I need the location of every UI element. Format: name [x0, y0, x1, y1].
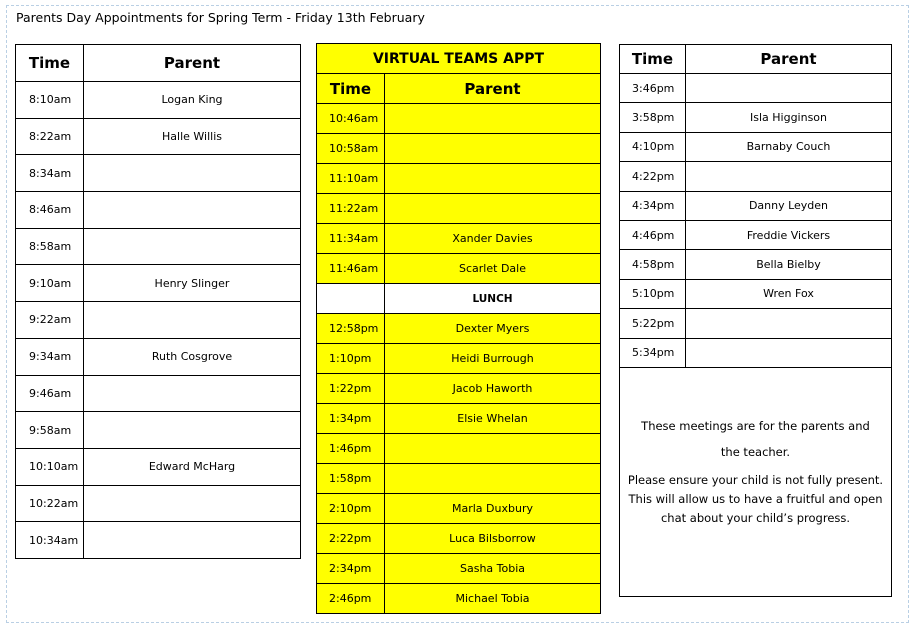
virtual-teams-table: [316, 43, 601, 614]
parent-cell: [84, 155, 301, 192]
table-row: [16, 522, 301, 559]
time-cell: 9:58am: [16, 412, 84, 449]
table-row: [16, 302, 301, 339]
time-cell: 10:22am: [16, 485, 84, 522]
time-cell: 1:22pm: [317, 374, 385, 404]
time-header: Time: [16, 45, 84, 82]
table-row: [16, 412, 301, 449]
time-cell: 8:46am: [16, 192, 84, 229]
time-cell: 2:10pm: [317, 494, 385, 524]
table-row: [317, 194, 601, 224]
time-cell: 10:34am: [16, 522, 84, 559]
table-row: [620, 279, 892, 308]
time-cell: 1:10pm: [317, 344, 385, 374]
table-row: [317, 134, 601, 164]
time-cell: 11:34am: [317, 224, 385, 254]
lunch-label: LUNCH: [385, 284, 601, 314]
table-row: [16, 485, 301, 522]
time-cell: 8:58am: [16, 228, 84, 265]
parent-cell: Ruth Cosgrove: [84, 338, 301, 375]
time-cell: 9:22am: [16, 302, 84, 339]
time-cell: 12:58pm: [317, 314, 385, 344]
parent-cell: Elsie Whelan: [385, 404, 601, 434]
parent-cell: Freddie Vickers: [686, 220, 892, 249]
table-row: [317, 374, 601, 404]
table-row: [317, 494, 601, 524]
table-row: [317, 344, 601, 374]
time-cell: 1:46pm: [317, 434, 385, 464]
table-row: [317, 404, 601, 434]
parent-cell: [385, 194, 601, 224]
parent-cell: [385, 134, 601, 164]
parent-cell: [385, 464, 601, 494]
table-row: [620, 250, 892, 279]
table-row: [620, 220, 892, 249]
time-cell: 1:34pm: [317, 404, 385, 434]
table-row: [16, 265, 301, 302]
time-cell: 5:34pm: [620, 338, 686, 367]
parent-header: Parent: [686, 45, 892, 74]
time-cell: 4:46pm: [620, 220, 686, 249]
time-cell: 8:22am: [16, 118, 84, 155]
table-row: [16, 338, 301, 375]
time-cell: 1:58pm: [317, 464, 385, 494]
parent-cell: Danny Leyden: [686, 191, 892, 220]
parent-cell: [686, 309, 892, 338]
time-cell: 9:46am: [16, 375, 84, 412]
table-row: [620, 74, 892, 103]
parent-cell: [385, 434, 601, 464]
table-row: [620, 132, 892, 161]
parent-cell: [84, 485, 301, 522]
parent-cell: Barnaby Couch: [686, 132, 892, 161]
time-header: Time: [317, 74, 385, 104]
parent-header: Parent: [385, 74, 601, 104]
parent-cell: Halle Willis: [84, 118, 301, 155]
parent-cell: Marla Duxbury: [385, 494, 601, 524]
table-row: [317, 464, 601, 494]
time-cell: 4:58pm: [620, 250, 686, 279]
table-row: [317, 164, 601, 194]
parent-cell: Henry Slinger: [84, 265, 301, 302]
lunch-row: [317, 284, 601, 314]
table-row: [620, 191, 892, 220]
time-cell: 2:34pm: [317, 554, 385, 584]
time-cell: 11:46am: [317, 254, 385, 284]
parent-cell: Heidi Burrough: [385, 344, 601, 374]
note-line-1: These meetings are for the parents and the teacher.: [641, 419, 870, 459]
table-row: [16, 118, 301, 155]
parent-cell: [385, 104, 601, 134]
time-cell: 9:34am: [16, 338, 84, 375]
time-cell: 10:58am: [317, 134, 385, 164]
table-row: [317, 524, 601, 554]
parent-cell: [385, 164, 601, 194]
table-row: [317, 314, 601, 344]
table-row: [317, 254, 601, 284]
time-cell: 10:46am: [317, 104, 385, 134]
time-cell: 8:34am: [16, 155, 84, 192]
parent-cell: Edward McHarg: [84, 448, 301, 485]
table-row: [16, 375, 301, 412]
table-row: [620, 103, 892, 132]
parent-cell: Dexter Myers: [385, 314, 601, 344]
parent-cell: Isla Higginson: [686, 103, 892, 132]
parent-cell: [84, 412, 301, 449]
parent-cell: Scarlet Dale: [385, 254, 601, 284]
virtual-teams-banner: VIRTUAL TEAMS APPT: [317, 44, 601, 74]
time-cell: 8:10am: [16, 82, 84, 119]
table-row: [317, 434, 601, 464]
table-row: [16, 228, 301, 265]
parent-cell: [686, 74, 892, 103]
time-cell: 2:22pm: [317, 524, 385, 554]
parent-cell: [84, 192, 301, 229]
time-cell: 10:10am: [16, 448, 84, 485]
table-row: [317, 584, 601, 614]
table-row: [620, 162, 892, 191]
time-cell: 2:46pm: [317, 584, 385, 614]
time-cell: 4:10pm: [620, 132, 686, 161]
time-cell: 11:22am: [317, 194, 385, 224]
parent-cell: [686, 162, 892, 191]
time-cell: 5:22pm: [620, 309, 686, 338]
time-cell: 5:10pm: [620, 279, 686, 308]
info-note: [619, 362, 892, 597]
table-row: [317, 224, 601, 254]
parent-cell: Michael Tobia: [385, 584, 601, 614]
time-cell: 3:46pm: [620, 74, 686, 103]
parent-cell: [84, 228, 301, 265]
time-cell: 3:58pm: [620, 103, 686, 132]
parent-cell: Bella Bielby: [686, 250, 892, 279]
note-line-2: Please ensure your child is not fully present. This will allow us to have a fruitful and open chat about your child’s progress.: [627, 473, 884, 525]
morning-schedule-table: [15, 44, 301, 559]
parent-cell: Sasha Tobia: [385, 554, 601, 584]
table-row: [16, 82, 301, 119]
table-row: [16, 192, 301, 229]
parent-header: Parent: [84, 45, 301, 82]
table-row: [16, 448, 301, 485]
parent-cell: Jacob Haworth: [385, 374, 601, 404]
page-title: Parents Day Appointments for Spring Term - Friday 13th February: [16, 10, 425, 25]
parent-cell: Logan King: [84, 82, 301, 119]
time-cell: 4:34pm: [620, 191, 686, 220]
time-cell: 4:22pm: [620, 162, 686, 191]
parent-cell: Wren Fox: [686, 279, 892, 308]
parent-cell: [84, 302, 301, 339]
table-row: [317, 554, 601, 584]
parent-cell: [84, 522, 301, 559]
parent-cell: [84, 375, 301, 412]
time-header: Time: [620, 45, 686, 74]
parent-cell: Luca Bilsborrow: [385, 524, 601, 554]
table-row: [16, 155, 301, 192]
parent-cell: Xander Davies: [385, 224, 601, 254]
time-cell: 11:10am: [317, 164, 385, 194]
afternoon-schedule-table: [619, 44, 892, 368]
time-cell: 9:10am: [16, 265, 84, 302]
lunch-time-cell: [317, 284, 385, 314]
table-row: [317, 104, 601, 134]
table-row: [620, 309, 892, 338]
